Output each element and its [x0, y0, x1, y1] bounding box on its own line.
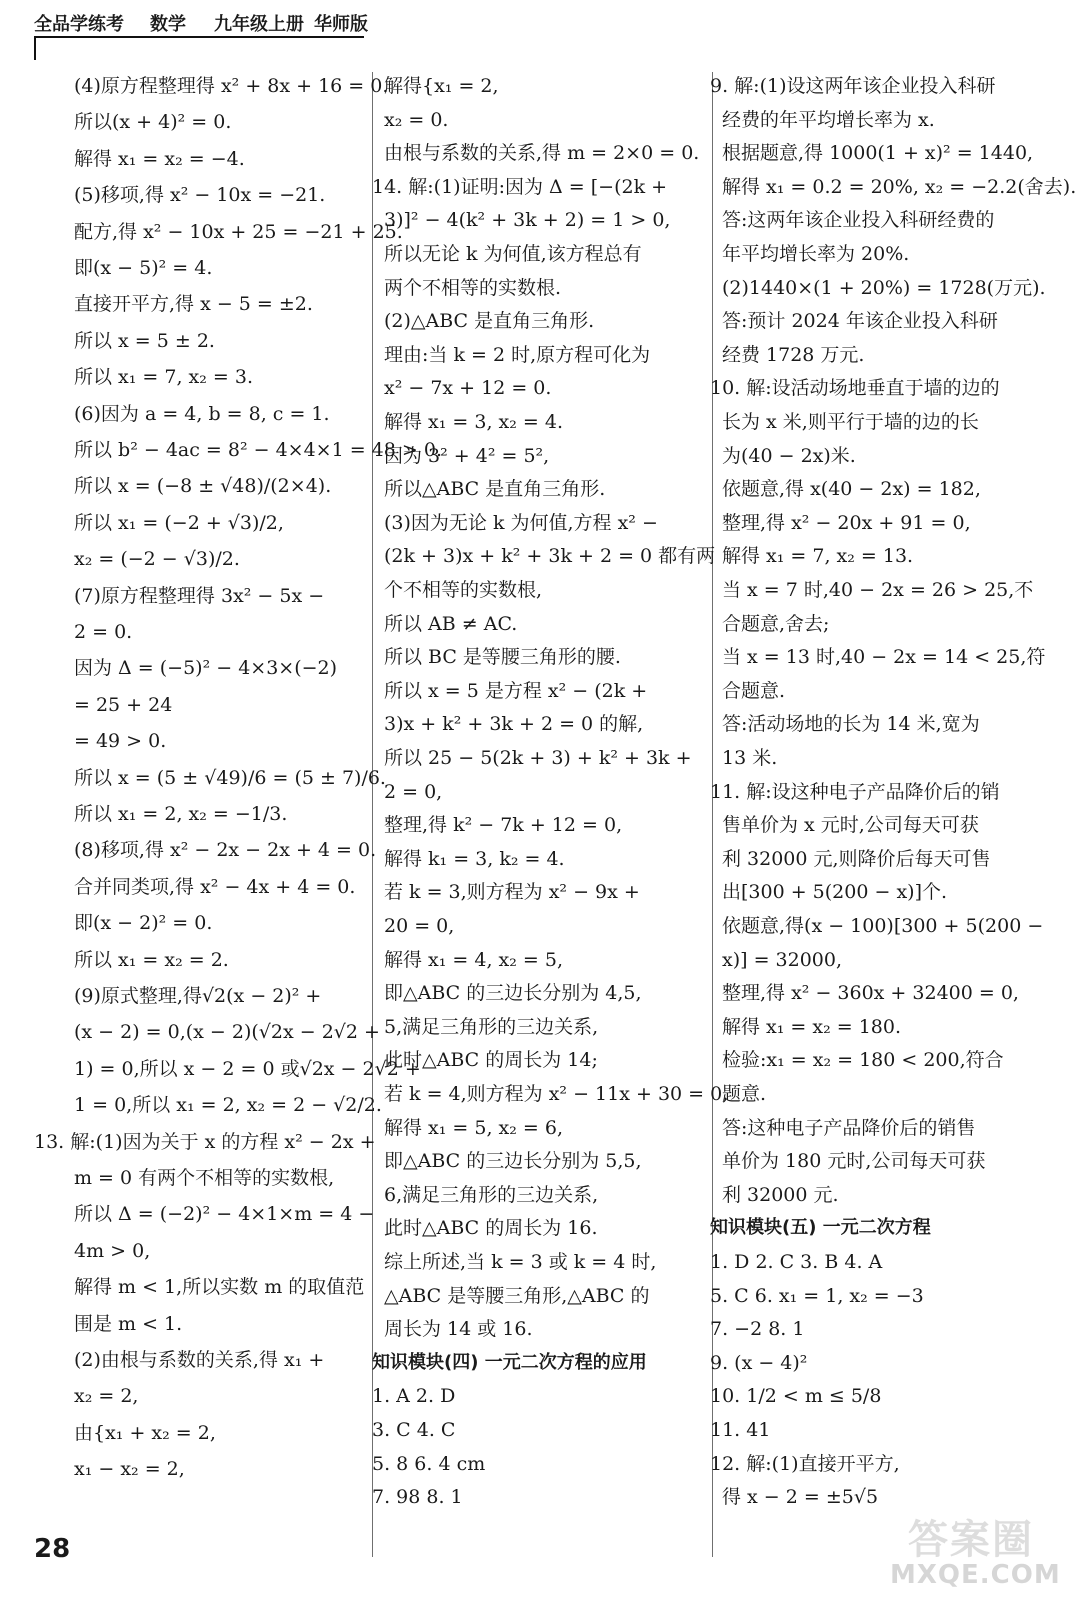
answer-line: (2k + 3)x + k² + 3k + 2 = 0 都有两 — [384, 545, 716, 568]
answer-line: 当 x = 13 时,40 − 2x = 14 < 25,符 — [722, 646, 1046, 669]
answer-line: 直接开平方,得 x − 5 = ±2. — [74, 293, 313, 316]
answer-line: 由{x₁ + x₂ = 2, — [74, 1421, 216, 1444]
answer-line: 所以 x = 5 是方程 x² − (2k + — [384, 679, 648, 702]
answer-line: 检验:x₁ = x₂ = 180 < 200,符合 — [722, 1049, 1004, 1072]
answer-line: 13. 解:(1)因为关于 x 的方程 x² − 2x + — [34, 1130, 376, 1153]
answer-line: (2)△ABC 是直角三角形. — [384, 310, 595, 333]
answer-line: △ABC 是等腰三角形,△ABC 的 — [384, 1284, 650, 1307]
answer-line: 2 = 0. — [74, 621, 133, 643]
answer-line: 所以 x = (−8 ± √48)/(2×4). — [74, 475, 332, 498]
answer-line: 所以无论 k 为何值,该方程总有 — [384, 243, 642, 265]
answer-line: 5. C 6. x₁ = 1, x₂ = −3 — [710, 1284, 924, 1307]
answer-line: 14. 解:(1)证明:因为 Δ = [−(2k + — [372, 175, 668, 198]
answer-line: 由根与系数的关系,得 m = 2×0 = 0. — [384, 142, 700, 165]
answer-line: 解得 x₁ = x₂ = 180. — [722, 1015, 902, 1038]
answer-line: 答:这两年该企业投入科研经费的 — [722, 209, 995, 232]
answer-line: 得 x − 2 = ±5√5 — [722, 1486, 879, 1509]
answer-line: 利 32000 元. — [722, 1183, 839, 1206]
answer-line: 7. 98 8. 1 — [372, 1486, 463, 1509]
answer-line: (2)1440×(1 + 20%) = 1728(万元). — [722, 276, 1046, 299]
answer-line: 若 k = 4,则方程为 x² − 11x + 30 = 0, — [384, 1083, 729, 1105]
watermark-logo — [890, 1508, 1070, 1594]
answer-line: 所以 x = 5 ± 2. — [74, 329, 215, 352]
answer-line: 因为 Δ = (−5)² − 4×3×(−2) — [74, 657, 338, 680]
answer-line: 配方,得 x² − 10x + 25 = −21 + 25. — [74, 220, 403, 243]
answer-line: 所以 Δ = (−2)² − 4×1×m = 4 − — [74, 1203, 375, 1226]
answer-line: 2 = 0, — [384, 780, 443, 803]
answer-line: 所以 x₁ = 2, x₂ = −1/3. — [74, 803, 288, 825]
answer-line: 6,满足三角形的三边关系, — [384, 1183, 599, 1206]
answer-line: 解得 x₁ = x₂ = −4. — [74, 147, 245, 170]
answer-line: 此时△ABC 的周长为 14; — [384, 1049, 598, 1072]
answer-line: 依题意,得 x(40 − 2x) = 182, — [722, 478, 981, 501]
answer-line: 1. A 2. D — [372, 1385, 456, 1408]
answer-line: 9. 解:(1)设这两年该企业投入科研 — [710, 75, 996, 97]
answer-line: 整理,得 k² − 7k + 12 = 0, — [384, 814, 623, 837]
answer-line: 所以 x₁ = 7, x₂ = 3. — [74, 366, 253, 389]
answer-line: 11. 41 — [710, 1419, 771, 1441]
answer-line: 当 x = 7 时,40 − 2x = 26 > 25,不 — [722, 579, 1034, 601]
header-rule — [34, 36, 364, 38]
answer-line: 解得 x₁ = 0.2 = 20%, x₂ = −2.2(舍去). — [722, 175, 1077, 198]
answer-line: 年平均增长率为 20%. — [722, 243, 910, 265]
answer-line: 若 k = 3,则方程为 x² − 9x + — [384, 881, 640, 904]
answer-line: x)] = 32000, — [722, 948, 843, 971]
subject-label: 数学 — [150, 14, 186, 35]
answer-line: 4m > 0, — [74, 1239, 151, 1262]
answer-line: 9. (x − 4)² — [710, 1351, 808, 1374]
section-heading: 知识模块(四) 一元二次方程的应用 — [372, 1351, 647, 1373]
answer-line: 所以 x₁ = x₂ = 2. — [74, 948, 229, 971]
answer-line: 答:活动场地的长为 14 米,宽为 — [722, 713, 980, 736]
answer-line: 个不相等的实数根, — [384, 579, 543, 601]
answer-line: x₂ = 0. — [384, 108, 449, 131]
watermark-url: MXQE.COM — [890, 1560, 1061, 1590]
answer-line: = 25 + 24 — [74, 693, 173, 716]
answer-line: (3)因为无论 k 为何值,方程 x² − — [384, 511, 658, 534]
answer-line: 20 = 0, — [384, 915, 455, 937]
answer-line: 经费的年平均增长率为 x. — [722, 108, 935, 131]
answer-line: 1. D 2. C 3. B 4. A — [710, 1251, 883, 1273]
answer-line: 理由:当 k = 2 时,原方程可化为 — [384, 343, 651, 366]
answer-line: 10. 1/2 < m ≤ 5/8 — [710, 1385, 882, 1408]
answer-line: 围是 m < 1. — [74, 1312, 183, 1335]
answer-line: (6)因为 a = 4, b = 8, c = 1. — [74, 402, 330, 425]
answer-line: 长为 x 米,则平行于墙的边的长 — [722, 411, 979, 433]
answer-line: 解得 x₁ = 4, x₂ = 5, — [384, 948, 563, 971]
answer-line: 整理,得 x² − 360x + 32400 = 0, — [722, 982, 1019, 1005]
answer-line: 解得{x₁ = 2, — [384, 75, 499, 97]
answer-line: = 49 > 0. — [74, 730, 167, 753]
answer-line: 3)]² − 4(k² + 3k + 2) = 1 > 0, — [384, 209, 671, 232]
answer-line: 题意. — [722, 1083, 767, 1105]
answer-line: 即△ABC 的三边长分别为 4,5, — [384, 982, 642, 1005]
answer-line: 所以△ABC 是直角三角形. — [384, 478, 606, 501]
answer-line: 12. 解:(1)直接开平方, — [710, 1452, 900, 1475]
edition-label: 华师版 — [314, 14, 368, 35]
page-number: 28 — [34, 1534, 71, 1564]
answer-line: 3. C 4. C — [372, 1419, 456, 1441]
answer-line: 即(x − 5)² = 4. — [74, 257, 213, 279]
answer-line: 利 32000 元,则降价后每天可售 — [722, 847, 991, 870]
answer-line: 出[300 + 5(200 − x)]个. — [722, 881, 948, 904]
answer-line: 所以 x = (5 ± √49)/6 = (5 ± 7)/6. — [74, 766, 386, 789]
answer-line: 解得 x₁ = 5, x₂ = 6, — [384, 1116, 563, 1139]
answer-line: 合题意. — [722, 679, 786, 702]
answer-line: 周长为 14 或 16. — [384, 1318, 533, 1341]
answer-line: (5)移项,得 x² − 10x = −21. — [74, 184, 326, 207]
answer-line: 解得 m < 1,所以实数 m 的取值范 — [74, 1276, 365, 1299]
answer-line: 单价为 180 元时,公司每天可获 — [722, 1150, 986, 1173]
answer-line: 所以(x + 4)² = 0. — [74, 111, 232, 134]
answer-line: 合题意,舍去; — [722, 612, 830, 635]
answer-line: (7)原方程整理得 3x² − 5x − — [74, 584, 325, 607]
answer-line: 7. −2 8. 1 — [710, 1318, 805, 1341]
answer-line: (x − 2) = 0,(x − 2)(√2x − 2√2 + — [74, 1021, 380, 1044]
header-corner-rule — [34, 36, 36, 60]
grade-label: 九年级上册 — [214, 14, 304, 35]
answer-line: x₁ − x₂ = 2, — [74, 1458, 185, 1481]
answer-line: 此时△ABC 的周长为 16. — [384, 1217, 598, 1240]
answer-line: x² − 7x + 12 = 0. — [384, 377, 552, 400]
answer-line: 解得 x₁ = 7, x₂ = 13. — [722, 545, 914, 568]
answer-line: 所以 b² − 4ac = 8² − 4×4×1 = 48 > 0. — [74, 439, 442, 461]
section-heading: 知识模块(五) 一元二次方程 — [710, 1217, 931, 1239]
answer-line: 所以 BC 是等腰三角形的腰. — [384, 646, 621, 669]
book-title: 全品学练考 — [34, 14, 124, 35]
answer-line: 13 米. — [722, 747, 778, 769]
answer-line: 整理,得 x² − 20x + 91 = 0, — [722, 511, 971, 534]
answer-line: 10. 解:设活动场地垂直于墙的边的 — [710, 377, 1000, 400]
answer-line: 1) = 0,所以 x − 2 = 0 或√2x − 2√2 + — [74, 1057, 421, 1080]
answer-line: 解得 k₁ = 3, k₂ = 4. — [384, 847, 565, 870]
answer-line: 为(40 − 2x)米. — [722, 444, 856, 467]
answer-line: 5,满足三角形的三边关系, — [384, 1015, 599, 1038]
answer-line: 5. 8 6. 4 cm — [372, 1452, 486, 1475]
answer-line: 3)x + k² + 3k + 2 = 0 的解, — [384, 713, 644, 736]
answer-line: 合并同类项,得 x² − 4x + 4 = 0. — [74, 875, 356, 898]
answer-line: 售单价为 x 元时,公司每天可获 — [722, 814, 979, 837]
answer-line: 即△ABC 的三边长分别为 5,5, — [384, 1150, 642, 1173]
answer-line: 所以 25 − 5(2k + 3) + k² + 3k + — [384, 747, 692, 769]
answer-line: 答:这种电子产品降价后的销售 — [722, 1116, 976, 1139]
page-header — [34, 8, 368, 36]
column-divider-1 — [372, 72, 373, 1557]
answer-line: 因为 3² + 4² = 5², — [384, 444, 550, 467]
answer-line: 11. 解:设这种电子产品降价后的销 — [710, 780, 1000, 803]
answer-line: (8)移项,得 x² − 2x − 2x + 4 = 0. — [74, 839, 377, 862]
answer-line: 即(x − 2)² = 0. — [74, 912, 213, 935]
answer-line: 解得 x₁ = 3, x₂ = 4. — [384, 411, 563, 433]
answer-line: 所以 AB ≠ AC. — [384, 612, 518, 635]
answer-line: x₂ = 2, — [74, 1385, 139, 1408]
answer-line: 依题意,得(x − 100)[300 + 5(200 − — [722, 915, 1044, 937]
answer-line: (2)由根与系数的关系,得 x₁ + — [74, 1349, 325, 1371]
answer-line: m = 0 有两个不相等的实数根, — [74, 1167, 335, 1189]
watermark-text: 答案圈 — [908, 1517, 1034, 1563]
answer-line: 答:预计 2024 年该企业投入科研 — [722, 310, 998, 333]
answer-line: 1 = 0,所以 x₁ = 2, x₂ = 2 − √2/2. — [74, 1094, 382, 1117]
answer-line: 综上所述,当 k = 3 或 k = 4 时, — [384, 1251, 657, 1273]
answer-line: 两个不相等的实数根. — [384, 276, 562, 299]
answer-line: 根据题意,得 1000(1 + x)² = 1440, — [722, 142, 1034, 165]
answer-line: (9)原式整理,得√2(x − 2)² + — [74, 985, 322, 1007]
answer-line: (4)原方程整理得 x² + 8x + 16 = 0. — [74, 75, 389, 97]
answer-line: x₂ = (−2 − √3)/2. — [74, 548, 240, 571]
answer-line: 所以 x₁ = (−2 + √3)/2, — [74, 511, 284, 534]
answer-line: 经费 1728 万元. — [722, 343, 865, 366]
